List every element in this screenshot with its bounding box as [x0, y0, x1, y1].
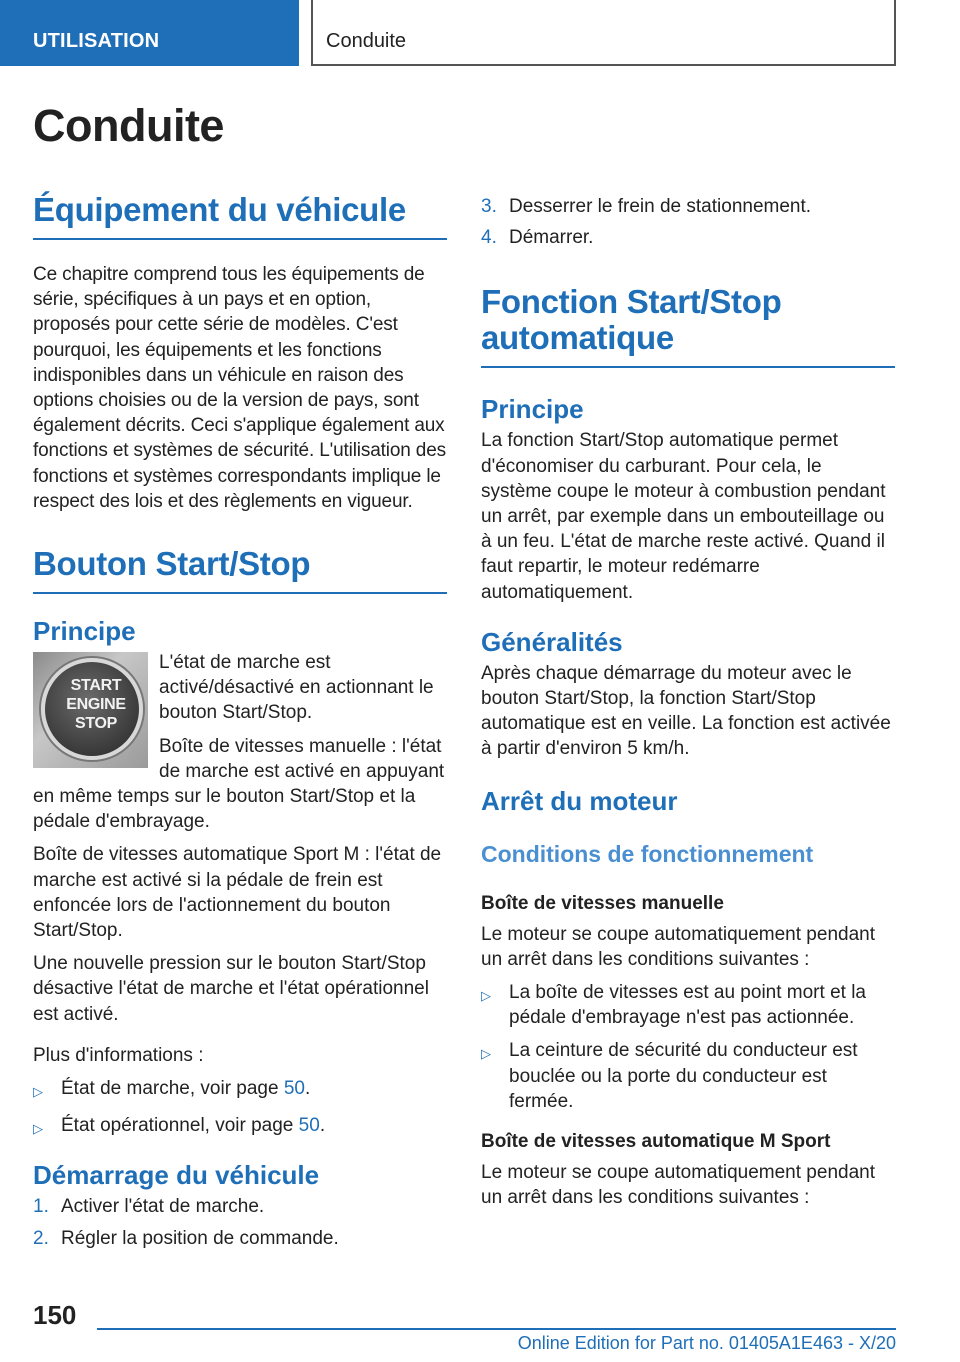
- paragraph-principe-3: Boîte de vitesses automatique Sport M : l'état de marche est activé si la pédale de frein est enfoncée lors de l'actionnement du bouton Start/Stop.: [33, 844, 442, 942]
- list-item: ▷ État de marche, voir page 50.: [33, 1076, 447, 1101]
- paragraph-principe-4: Une nouvelle pression sur le bouton Start/Stop désactive l'état de marche et l'état opérationnel est activé.: [33, 953, 429, 1025]
- heading-bouton-start-stop: Bouton Start/Stop: [33, 546, 447, 594]
- page-link-etat-marche[interactable]: 50: [283, 1078, 305, 1100]
- paragraph-boite-manuelle: Le moteur se coupe automatiquement pendant un arrêt dans les conditions suivantes :: [481, 923, 875, 970]
- button-image-label: START ENGINE STOP: [66, 677, 126, 733]
- triangle-bullet-icon: ▷: [481, 1046, 491, 1062]
- page-link-etat-operationnel[interactable]: 50: [298, 1115, 320, 1137]
- heading-equipement: Équipement du véhicule: [33, 192, 447, 240]
- list-item: ▷ La ceinture de sécurité du conducteur est bouclée ou la porte du conducteur est fermée.: [481, 1040, 858, 1112]
- triangle-bullet-icon: ▷: [481, 988, 491, 1004]
- chapter-label: Conduite: [311, 0, 896, 66]
- start-stop-button-image: [33, 652, 148, 768]
- steps-list-right: [481, 194, 895, 250]
- list-item: 2. Régler la position de commande.: [33, 1227, 339, 1249]
- paragraph-principe-1: L'état de marche est activé/désactivé en actionnant le bouton Start/Stop.: [159, 652, 434, 724]
- paragraph-generalites: Après chaque démarrage du moteur avec le bouton Start/Stop, la fonction Start/Stop automatique est en veille. La fonction est activée à partir d'environ 5 km/h.: [481, 662, 891, 760]
- list-item: ▷ La boîte de vitesses est au point mort et la pédale d'embrayage n'est pas actionnée.: [481, 982, 866, 1029]
- triangle-bullet-icon: ▷: [33, 1121, 43, 1137]
- list-item: 1. Activer l'état de marche.: [33, 1196, 265, 1218]
- page-title: Conduite: [33, 100, 224, 151]
- triangle-bullet-icon: ▷: [33, 1084, 43, 1100]
- heading-conditions: Conditions de fonctionnement: [481, 840, 814, 867]
- heading-boite-auto: Boîte de vitesses automatique M Sport: [481, 1131, 831, 1153]
- heading-arret-moteur: Arrêt du moteur: [481, 785, 678, 816]
- more-info-label: Plus d'informations :: [33, 1044, 204, 1066]
- paragraph-equipement: Ce chapitre comprend tous les équipements de série, spécifiques à un pays et en option, proposés pour cette série de modèles. C'est pourquoi, les équipements et les fonctions indisponibles dans un véhicule en raison des options choisies ou de la version de pays, sont également décrits. Ceci s'applique également aux fonctions et systèmes de sécurité. L'utilisation des fonctions et systèmes correspondants implique le respect des lois et des règlements en vigueur.: [33, 264, 446, 512]
- steps-list-left: [33, 1194, 447, 1250]
- left-column: [33, 190, 447, 1251]
- conditions-list-manual: [481, 980, 895, 1114]
- reference-list: [33, 1076, 447, 1138]
- footer-edition: Online Edition for Part no. 01405A1E463 - X/20: [517, 1333, 896, 1353]
- heading-demarrage: Démarrage du véhicule: [33, 1160, 320, 1191]
- section-tab: UTILISATION: [0, 0, 299, 66]
- list-item: ▷ État opérationnel, voir page 50.: [33, 1113, 447, 1138]
- paragraph-boite-auto: Le moteur se coupe automatiquement pendant un arrêt dans les conditions suivantes :: [481, 1162, 875, 1209]
- heading-generalites: Généralités: [481, 626, 623, 657]
- heading-start-stop-auto: Fonction Start/Stop automatique: [481, 284, 895, 368]
- heading-principe-left: Principe: [33, 616, 136, 647]
- paragraph-principe-right: La fonction Start/Stop automatique permet d'économiser du carburant. Pour cela, le système coupe le moteur à combustion pendant un arrêt, par exemple dans un embouteillage ou à un feu. L'état de marche reste activé. Quand il faut repartir, le moteur redémarre automatiquement.: [481, 430, 886, 603]
- page-header: [0, 0, 960, 66]
- right-column: [481, 194, 895, 1210]
- page-number: 150: [33, 1300, 77, 1330]
- heading-boite-manuelle: Boîte de vitesses manuelle: [481, 892, 724, 914]
- footer-divider: [97, 1328, 896, 1330]
- heading-principe-right: Principe: [481, 394, 584, 425]
- list-item: 3. Desserrer le frein de stationnement.: [481, 196, 812, 217]
- paragraph-principe-2: Boîte de vitesses manuelle : l'état de marche est activé en appuyant en même temps sur le bouton Start/Stop et la pédale d'embrayage.: [33, 735, 445, 833]
- list-item: 4. Démarrer.: [481, 227, 594, 249]
